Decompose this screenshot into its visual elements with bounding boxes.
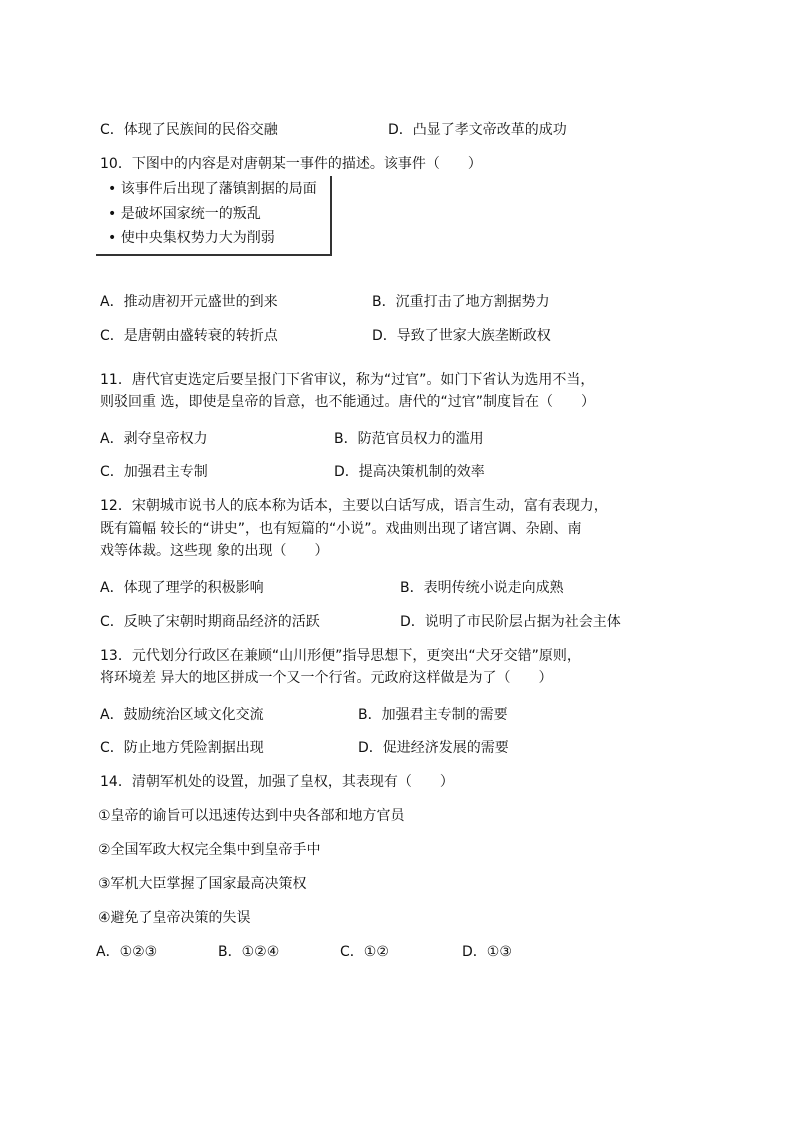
- q14-option-a: A．①②③: [96, 944, 158, 960]
- q14-statement-3: ③军机大臣掌握了国家最高决策权: [98, 876, 307, 892]
- q10-option-c: C．是唐朝由盛转衰的转折点: [100, 328, 278, 344]
- q10-stem: 10．下图中的内容是对唐朝某一事件的描述。该事件（ ）: [100, 156, 482, 172]
- q10-option-b: B．沉重打击了地方割据势力: [372, 294, 550, 310]
- q11-option-d: D．提高决策机制的效率: [334, 464, 485, 480]
- q11-stem-line-1: 11．唐代官吏选定后要呈报门下省审议，称为“过官”。如门下省认为选用不当，: [100, 372, 595, 388]
- q14-statement-4: ④避免了皇帝决策的失误: [98, 910, 251, 926]
- q12-stem-line-2: 既有篇幅 较长的“讲史”，也有短篇的“小说”。戏曲则出现了诸宫调、杂剧、南: [100, 521, 582, 537]
- q11-option-a: A．剥夺皇帝权力: [100, 431, 208, 447]
- q12-option-d: D．说明了市民阶层占据为社会主体: [400, 614, 621, 630]
- q9-option-d: D．凸显了孝文帝改革的成功: [388, 122, 567, 138]
- q12-option-b: B．表明传统小说走向成熟: [400, 580, 564, 596]
- q10-box-item-3: • 使中央集权势力大为削弱: [108, 230, 275, 246]
- q14-statement-1: ①皇帝的谕旨可以迅速传达到中央各部和地方官员: [98, 808, 405, 824]
- q10-box-item-1: • 该事件后出现了藩镇割据的局面: [108, 181, 317, 197]
- q10-option-a: A．推动唐初开元盛世的到来: [100, 294, 278, 310]
- q14-stem: 14．清朝军机处的设置，加强了皇权，其表现有（ ）: [100, 774, 454, 790]
- q13-stem-line-1: 13．元代划分行政区在兼顾“山川形便”指导思想下，更突出“犬牙交错”原则，: [100, 648, 581, 664]
- q14-option-d: D．①③: [462, 944, 512, 960]
- q12-option-c: C．反映了宋朝时期商品经济的活跃: [100, 614, 320, 630]
- q11-option-b: B．防范官员权力的滥用: [334, 431, 484, 447]
- q11-option-c: C．加强君主专制: [100, 464, 208, 480]
- q9-option-c: C．体现了民族间的民俗交融: [100, 122, 278, 138]
- q12-option-a: A．体现了理学的积极影响: [100, 580, 264, 596]
- q14-option-c: C．①②: [340, 944, 389, 960]
- q12-stem-line-3: 戏等体裁。这些现 象的出现（ ）: [100, 543, 329, 559]
- q13-option-b: B．加强君主专制的需要: [358, 707, 508, 723]
- q12-stem-line-1: 12．宋朝城市说书人的底本称为话本，主要以白话写成，语言生动，富有表现力，: [100, 498, 608, 514]
- q14-statement-2: ②全国军政大权完全集中到皇帝手中: [98, 842, 321, 858]
- q11-stem-line-2: 则驳回重 选，即使是皇帝的旨意，也不能通过。唐代的“过官”制度旨在（ ）: [100, 394, 595, 410]
- q13-stem-line-2: 将环境差 异大的地区拼成一个又一个行省。元政府这样做是为了（ ）: [100, 670, 553, 686]
- q13-option-a: A．鼓励统治区域文化交流: [100, 707, 264, 723]
- q13-option-d: D．促进经济发展的需要: [358, 740, 509, 756]
- q10-option-d: D．导致了世家大族垄断政权: [372, 328, 551, 344]
- q14-option-b: B．①②④: [218, 944, 280, 960]
- q10-box-item-2: • 是破坏国家统一的叛乱: [108, 206, 261, 222]
- q13-option-c: C．防止地方凭险割据出现: [100, 740, 264, 756]
